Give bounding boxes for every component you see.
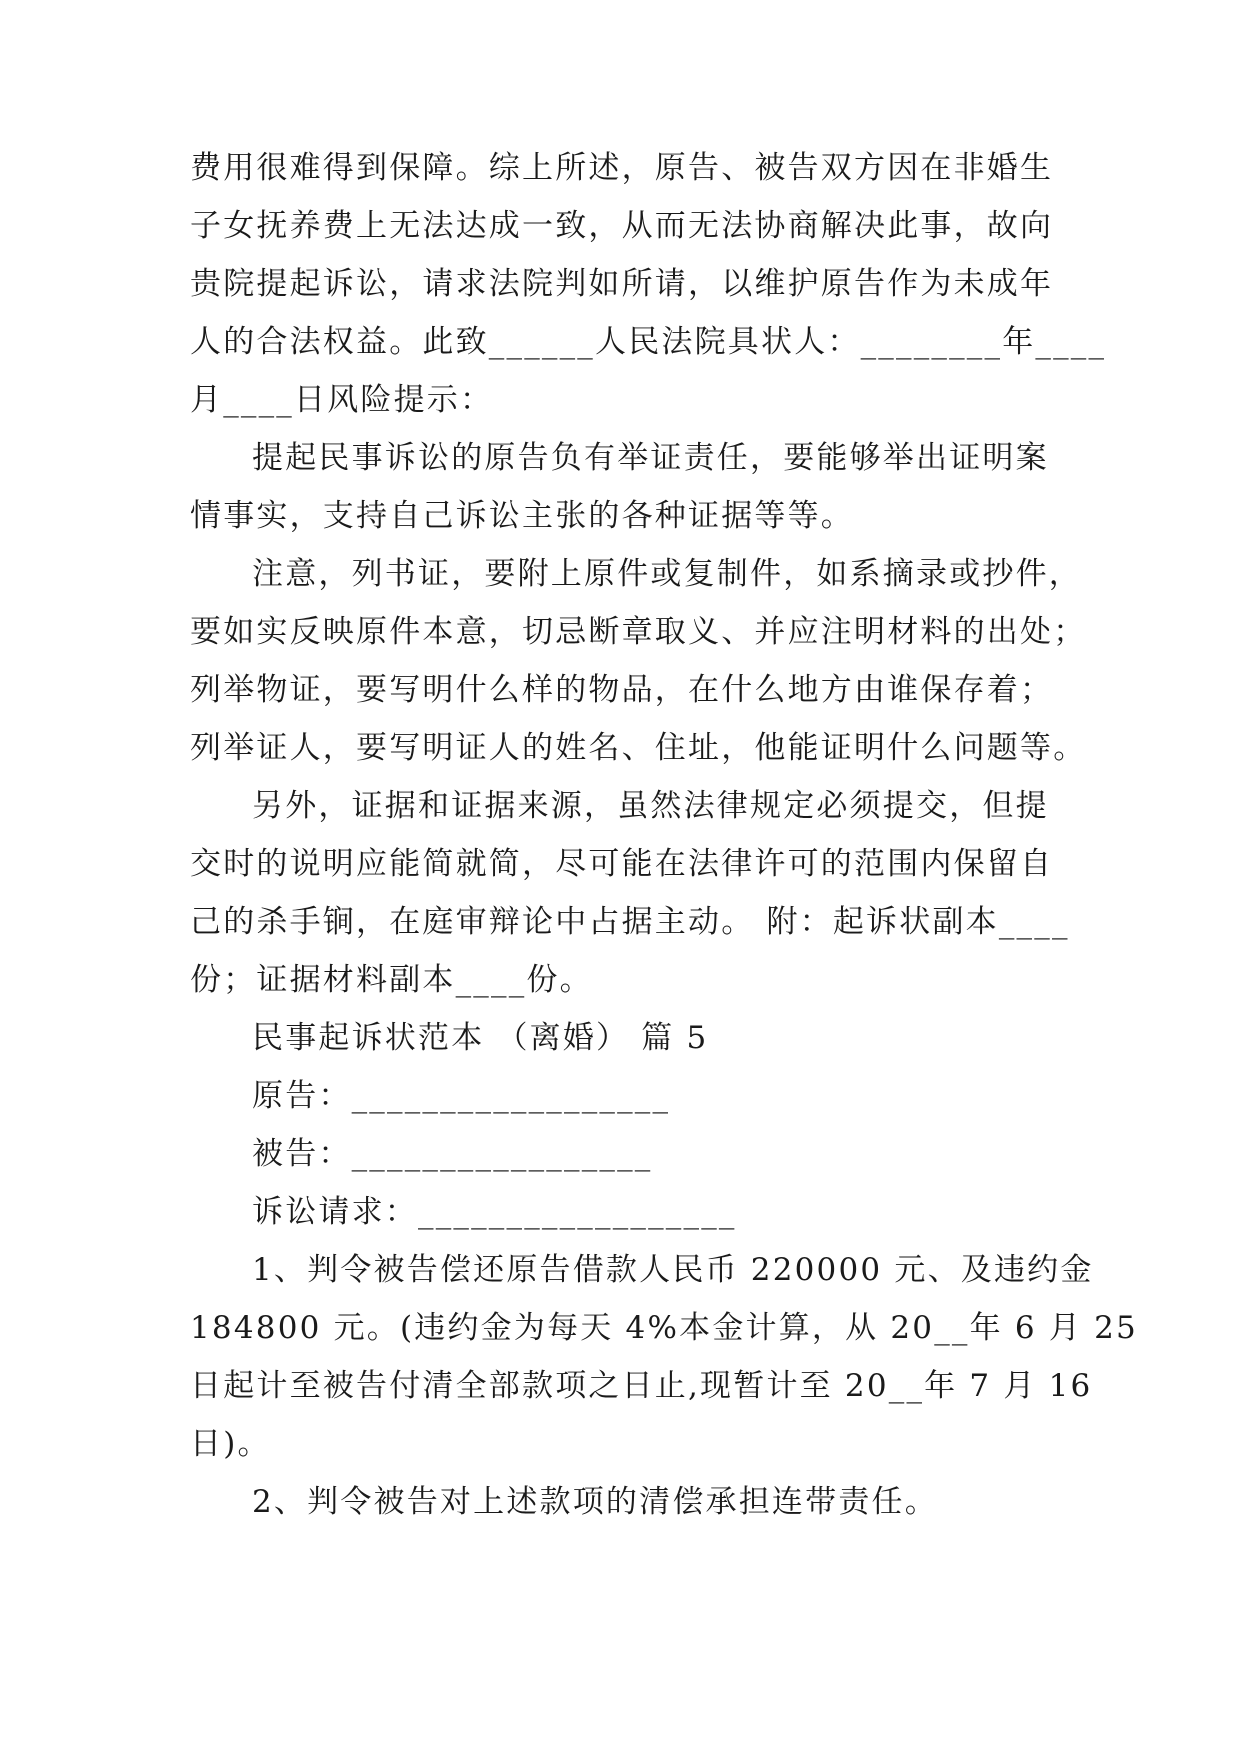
body-line: 情事实，支持自己诉讼主张的各种证据等等。 <box>190 498 854 534</box>
defendant-field: 被告：_________________ <box>252 1136 653 1172</box>
body-line: 份；证据材料副本____份。 <box>190 962 593 998</box>
body-line: 费用很难得到保障。综上所述，原告、被告双方因在非婚生 <box>190 150 1054 186</box>
body-line: 提起民事诉讼的原告负有举证责任，要能够举出证明案 <box>252 440 1049 476</box>
claim-item: 1、判令被告偿还原告借款人民币 220000 元、及违约金 <box>252 1252 1094 1288</box>
body-line: 另外，证据和证据来源，虽然法律规定必须提交，但提 <box>252 788 1049 824</box>
body-line: 日)。 <box>190 1426 271 1462</box>
body-line: 己的杀手锏，在庭审辩论中占据主动。 附：起诉状副本____ <box>190 904 1070 940</box>
claims-field: 诉讼请求：__________________ <box>252 1194 737 1230</box>
body-line: 列举证人，要写明证人的姓名、住址，他能证明什么问题等。 <box>190 730 1087 766</box>
body-line: 子女抚养费上无法达成一致，从而无法协商解决此事，故向 <box>190 208 1054 244</box>
claim-item: 2、判令被告对上述款项的清偿承担连带责任。 <box>252 1484 938 1520</box>
body-line: 注意，列书证，要附上原件或复制件，如系摘录或抄件， <box>252 556 1082 592</box>
body-line: 贵院提起诉讼，请求法院判如所请，以维护原告作为未成年 <box>190 266 1054 302</box>
body-line: 列举物证，要写明什么样的物品，在什么地方由谁保存着； <box>190 672 1054 708</box>
body-line: 交时的说明应能简就简，尽可能在法律许可的范围内保留自 <box>190 846 1054 882</box>
body-line: 184800 元。(违约金为每天 4%本金计算，从 20__年 6 月 25 <box>190 1310 1138 1346</box>
body-line: 日起计至被告付清全部款项之日止,现暂计至 20__年 7 月 16 <box>190 1368 1093 1404</box>
body-line: 人的合法权益。此致______人民法院具状人：________年____ <box>190 324 1107 360</box>
body-line: 要如实反映原件本意，切忌断章取义、并应注明材料的出处； <box>190 614 1087 650</box>
plaintiff-field: 原告：__________________ <box>252 1078 671 1114</box>
section-heading: 民事起诉状范本 （离婚） 篇 5 <box>252 1020 709 1056</box>
body-line: 月____日风险提示： <box>190 382 494 418</box>
